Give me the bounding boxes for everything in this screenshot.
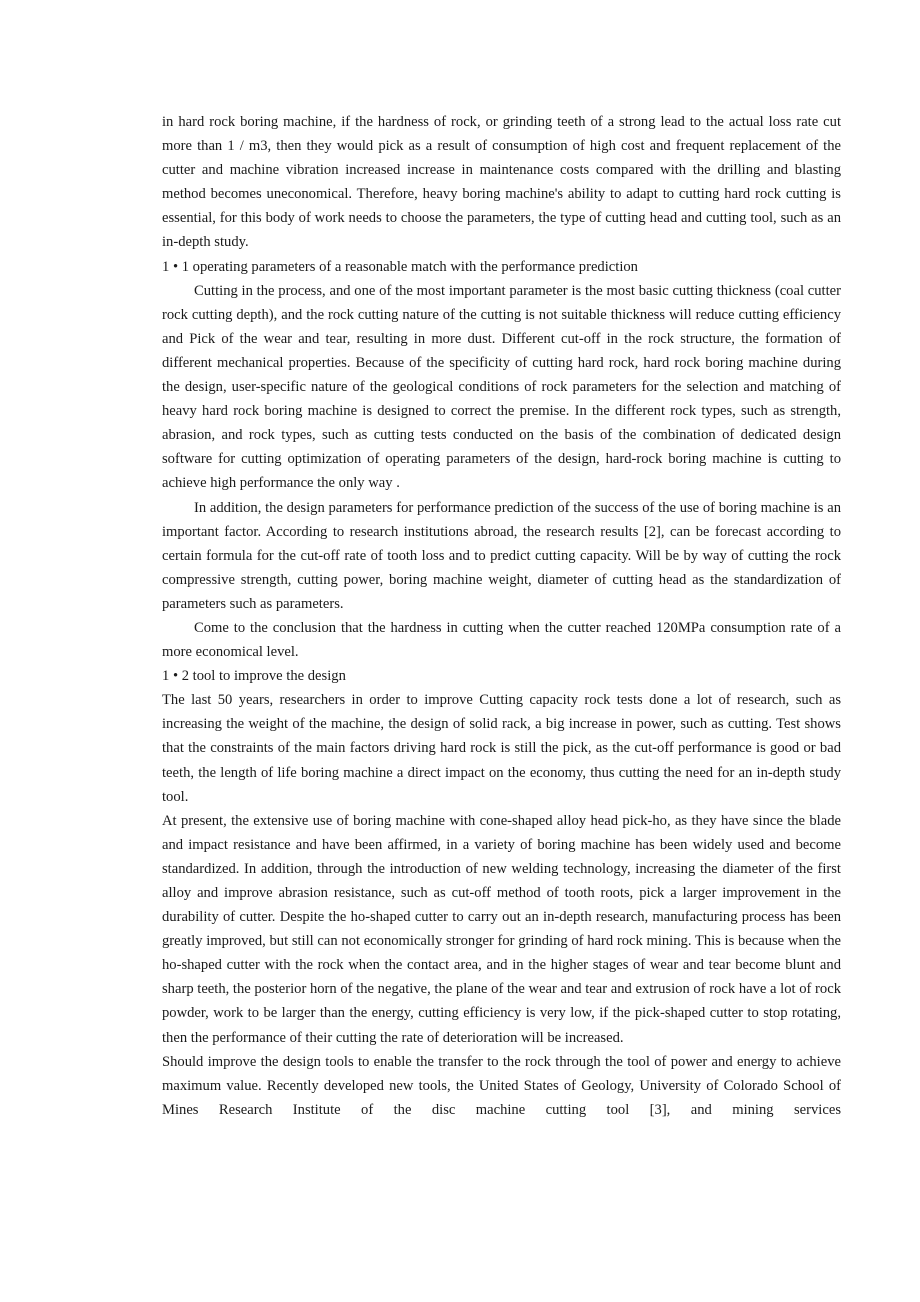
document-page: [162, 110, 841, 1122]
section-heading-1-1: 1 • 1 operating parameters of a reasonable match with the performance prediction: [162, 258, 638, 275]
paragraph-intro-continued: in hard rock boring machine, if the hardness of rock, or grinding teeth of a strong lead to the actual loss rate cut more than 1 / m3, then they would pick as a result of consumption of high cost and frequent replacement of the cutter and machine vibration increased increase in maintenance costs compared with the drilling and blasting method becomes uneconomical. Therefore, heavy boring machine's ability to adapt to cutting hard rock cutting is essential, for this body of work needs to choose the parameters, the type of cutting head and cutting tool, such as an in-depth study.: [162, 114, 841, 251]
section-heading-1-2: 1 • 2 tool to improve the design: [162, 668, 346, 685]
paragraph-conclusion: Come to the conclusion that the hardness in cutting when the cutter reached 120MPa consumption rate of a more economical level.: [162, 619, 841, 661]
paragraph-cutting-thickness: Cutting in the process, and one of the most important parameter is the most basic cutting thickness (coal cutter rock cutting depth), and the rock cutting nature of the cutting is not suitable thickness will reduce cutting efficiency and Pick of the wear and tear, resulting in more dust. Different cut-off in the rock structure, the formation of different mechanical properties. Because of the specificity of cutting hard rock, hard rock boring machine during the design, user-specific nature of the geological conditions of rock parameters for the selection and matching of heavy hard rock boring machine is designed to correct the premise. In the different rock types, such as strength, abrasion, and rock types, such as cutting tests conducted on the basis of the combination of dedicated design software for cutting optimization of operating parameters of the design, hard-rock boring machine is cutting to achieve high performance the only way .: [162, 282, 841, 492]
paragraph-research-history: The last 50 years, researchers in order to improve Cutting capacity rock tests done a lot of research, such as increasing the weight of the machine, the design of solid rack, a big increase in power, such as cutting. Test shows that the constraints of the main factors driving hard rock is still the pick, as the cut-off performance is good or bad teeth, the length of life boring machine a direct impact on the economy, thus cutting the need for an in-depth study tool.: [162, 692, 841, 805]
paragraph-performance-prediction: In addition, the design parameters for performance prediction of the success of the use of boring machine is an important factor. According to research institutions abroad, the research results [2], can be forecast according to certain formula for the cut-off rate of tooth loss and to predict cutting capacity. Will be by way of cutting the rock compressive strength, cutting power, boring machine weight, diameter of cutting head as the standardization of parameters such as parameters.: [162, 499, 841, 612]
paragraph-cone-shaped-pick: At present, the extensive use of boring machine with cone-shaped alloy head pick-ho, as they have since the blade and impact resistance and have been affirmed, in a variety of boring machine has been widely used and become standardized. In addition, through the introduction of new welding technology, increasing the diameter of the first alloy and improve abrasion resistance, such as cut-off method of tooth roots, pick a larger improvement in the durability of cutter. Despite the ho-shaped cutter to carry out an in-depth research, manufacturing process has been greatly improved, but still can not economically stronger for grinding of hard rock mining. This is because when the ho-shaped cutter with the rock when the contact area, and in the higher stages of wear and tear become blunt and sharp teeth, the posterior horn of the negative, the plane of the wear and tear and extrusion of rock have a lot of rock powder, work to be larger than the energy, cutting efficiency is very low, if the pick-shaped cutter to stop rotating, then the performance of their cutting the rate of deterioration will be increased.: [162, 812, 841, 1046]
paragraph-improve-tools: Should improve the design tools to enable the transfer to the rock through the tool of power and energy to achieve maximum value. Recently developed new tools, the United States of Geology, University of Colorado School of Mines Research Institute of the disc machine cutting tool [3], and mining services: [162, 1053, 841, 1118]
